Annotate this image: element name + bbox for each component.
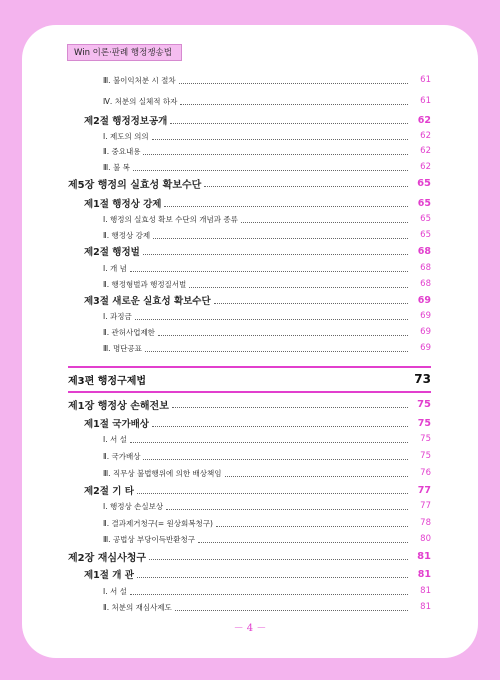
- toc-leader-dots: [189, 286, 408, 288]
- toc-entry-label: Ⅰ. 행정상 손실보상: [103, 501, 164, 511]
- toc-entry-page: 68: [420, 279, 431, 289]
- toc-entry-page: 69: [420, 311, 431, 321]
- toc-leader-dots: [152, 138, 408, 140]
- toc-entry-label: Ⅳ. 처분의 실체적 하자: [103, 96, 178, 106]
- part-heading[interactable]: [68, 369, 431, 389]
- toc-entry-page: 68: [420, 263, 431, 273]
- toc-leader-dots: [158, 334, 408, 336]
- toc-entry-label: Ⅰ. 과징금: [103, 311, 132, 321]
- toc-entry-page: 75: [420, 451, 431, 461]
- toc-entry-item[interactable]: [103, 340, 431, 356]
- toc-entry-label: Ⅲ. 명단공표: [103, 343, 142, 353]
- toc-leader-dots: [204, 185, 408, 187]
- toc-leader-dots: [149, 558, 408, 560]
- toc-entry-label: 제1장 행정상 손해전보: [68, 400, 169, 412]
- toc-entry-item[interactable]: [103, 324, 431, 340]
- toc-entry-label: 제2절 기 타: [84, 486, 134, 497]
- toc-leader-dots: [143, 153, 408, 155]
- toc-entry-item[interactable]: [103, 583, 431, 599]
- toc-entry-label: Ⅰ. 서 설: [103, 586, 127, 596]
- toc-entry-label: Ⅱ. 결과제거청구: [103, 518, 155, 528]
- toc-entry-label: 제5장 행정의 실효성 확보수단: [68, 179, 202, 191]
- toc-entry-label: 제2절 행정정보공개: [84, 116, 168, 127]
- toc-entry-page: 69: [417, 294, 431, 306]
- toc-entry-page: 61: [420, 75, 431, 85]
- toc-entry-page: 81: [420, 586, 431, 596]
- book-header-tag: Win 이론·판례 행정쟁송법: [67, 44, 182, 61]
- toc-entry-label: Ⅱ. 행정상 강제: [103, 230, 151, 240]
- toc-leader-dots: [145, 350, 408, 352]
- toc-entry-chapter[interactable]: [68, 175, 431, 191]
- toc-entry-item[interactable]: [103, 515, 431, 531]
- toc-entry-item[interactable]: [103, 465, 431, 481]
- part-divider-top: [68, 366, 431, 368]
- toc-entry-item[interactable]: [103, 159, 431, 175]
- toc-entry-page: 81: [420, 602, 431, 612]
- toc-entry-page: 77: [420, 501, 431, 511]
- toc-entry-label: Ⅲ. 공법상 부당이득반환청구: [103, 534, 196, 544]
- toc-entry-page: 75: [417, 398, 431, 410]
- toc-entry-section[interactable]: [84, 243, 431, 259]
- toc-entry-label: 제3절 새로운 실효성 확보수단: [84, 296, 211, 307]
- toc-entry-page: 62: [420, 162, 431, 172]
- toc-entry-page: 62: [420, 131, 431, 141]
- toc-entry-section[interactable]: [84, 566, 431, 582]
- toc-entry-label: 제1절 국가배상: [84, 419, 149, 430]
- toc-entry-section[interactable]: [84, 195, 431, 211]
- toc-entry-item[interactable]: [103, 599, 431, 615]
- toc-entry-section[interactable]: [84, 415, 431, 431]
- toc-entry-page: 77: [417, 484, 431, 496]
- toc-entry-note: (= 원상회복청구): [154, 518, 213, 528]
- toc-leader-dots: [137, 576, 408, 578]
- toc-entry-page: 78: [420, 518, 431, 528]
- toc-entry-item[interactable]: [103, 227, 431, 243]
- toc-entry-label: 제1절 개 관: [84, 570, 134, 581]
- toc-entry-label: Ⅰ. 행정의 실효성 확보 수단의 개념과 종류: [103, 214, 238, 224]
- toc-leader-dots: [143, 458, 408, 460]
- toc-leader-dots: [214, 302, 408, 304]
- toc-leader-dots: [137, 492, 408, 494]
- toc-leader-dots: [133, 169, 408, 171]
- toc-entry-page: 61: [420, 96, 431, 106]
- toc-entry-section[interactable]: [84, 292, 431, 308]
- toc-entry-label: Ⅰ. 서 설: [103, 434, 127, 444]
- toc-entry-page: 65: [417, 177, 431, 189]
- toc-leader-dots: [130, 441, 408, 443]
- toc-entry-item[interactable]: [103, 128, 431, 144]
- toc-entry-section[interactable]: [84, 482, 431, 498]
- toc-entry-page: 62: [420, 146, 431, 156]
- toc-entry-chapter[interactable]: [68, 548, 431, 564]
- toc-entry-label: Ⅱ. 관허사업제한: [103, 327, 155, 337]
- toc-entry-item[interactable]: [103, 143, 431, 159]
- toc-leader-dots: [153, 237, 408, 239]
- toc-entry-page: 65: [420, 230, 431, 240]
- toc-entry-page: 80: [420, 534, 431, 544]
- toc-leader-dots: [130, 593, 408, 595]
- toc-leader-dots: [172, 406, 408, 408]
- page-number-footer: － 4 －: [233, 623, 267, 634]
- toc-leader-dots: [216, 525, 408, 527]
- toc-entry-item[interactable]: [103, 308, 431, 324]
- toc-entry-page: 65: [417, 197, 431, 209]
- toc-entry-label: Ⅲ. 직무상 불법행위에 의한 배상책임: [103, 468, 222, 478]
- toc-entry-label: 제2절 행정벌: [84, 247, 140, 258]
- toc-entry-page: 65: [420, 214, 431, 224]
- toc-entry-page: 75: [417, 417, 431, 429]
- toc-leader-dots: [241, 221, 408, 223]
- toc-entry-label: Ⅱ. 중요내용: [103, 146, 141, 156]
- toc-entry-item[interactable]: [103, 431, 431, 447]
- toc-entry-page: 76: [420, 468, 431, 478]
- toc-leader-dots: [166, 508, 408, 510]
- toc-entry-label: Ⅱ. 국가배상: [103, 451, 141, 461]
- toc-leader-dots: [143, 253, 408, 255]
- part-divider-bottom: [68, 391, 431, 393]
- part-page-number: 73: [414, 372, 431, 386]
- toc-leader-dots: [164, 205, 408, 207]
- toc-entry-item[interactable]: [103, 93, 431, 109]
- toc-leader-dots: [135, 318, 408, 320]
- toc-entry-label: 제1절 행정상 강제: [84, 199, 162, 210]
- toc-entry-page: 75: [420, 434, 431, 444]
- toc-leader-dots: [152, 425, 408, 427]
- toc-entry-label: Ⅰ. 제도의 의의: [103, 131, 149, 141]
- toc-entry-page: 62: [417, 114, 431, 126]
- toc-entry-label: 제2장 재심사청구: [68, 552, 147, 564]
- toc-entry-page: 69: [420, 343, 431, 353]
- toc-entry-chapter[interactable]: [68, 396, 431, 412]
- toc-entry-section[interactable]: [84, 112, 431, 128]
- toc-entry-item[interactable]: [103, 531, 431, 547]
- toc-entry-item[interactable]: [103, 498, 431, 514]
- toc-entry-label: Ⅲ. 불 복: [103, 162, 130, 172]
- toc-entry-item[interactable]: [103, 260, 431, 276]
- toc-entry-item[interactable]: [103, 211, 431, 227]
- toc-entry-page: 81: [417, 568, 431, 580]
- toc-entry-label: Ⅲ. 불이익처분 시 절차: [103, 75, 176, 85]
- toc-entry-page: 69: [420, 327, 431, 337]
- toc-leader-dots: [198, 541, 408, 543]
- toc-leader-dots: [180, 103, 408, 105]
- toc-entry-label: Ⅰ. 개 념: [103, 263, 127, 273]
- toc-entry-label: Ⅱ. 처분의 재심사제도: [103, 602, 172, 612]
- toc-leader-dots: [175, 609, 408, 611]
- toc-entry-item[interactable]: [103, 276, 431, 292]
- toc-entry-page: 68: [417, 245, 431, 257]
- toc-leader-dots: [130, 270, 408, 272]
- toc-entry-page: 81: [417, 550, 431, 562]
- part-title: 제3편 행정구제법: [68, 375, 147, 387]
- toc-leader-dots: [225, 475, 408, 477]
- toc-entry-item[interactable]: [103, 72, 431, 88]
- toc-entry-label: Ⅱ. 행정형벌과 행정질서벌: [103, 279, 187, 289]
- toc-leader-dots: [170, 122, 408, 124]
- toc-entry-item[interactable]: [103, 448, 431, 464]
- toc-leader-dots: [179, 82, 408, 84]
